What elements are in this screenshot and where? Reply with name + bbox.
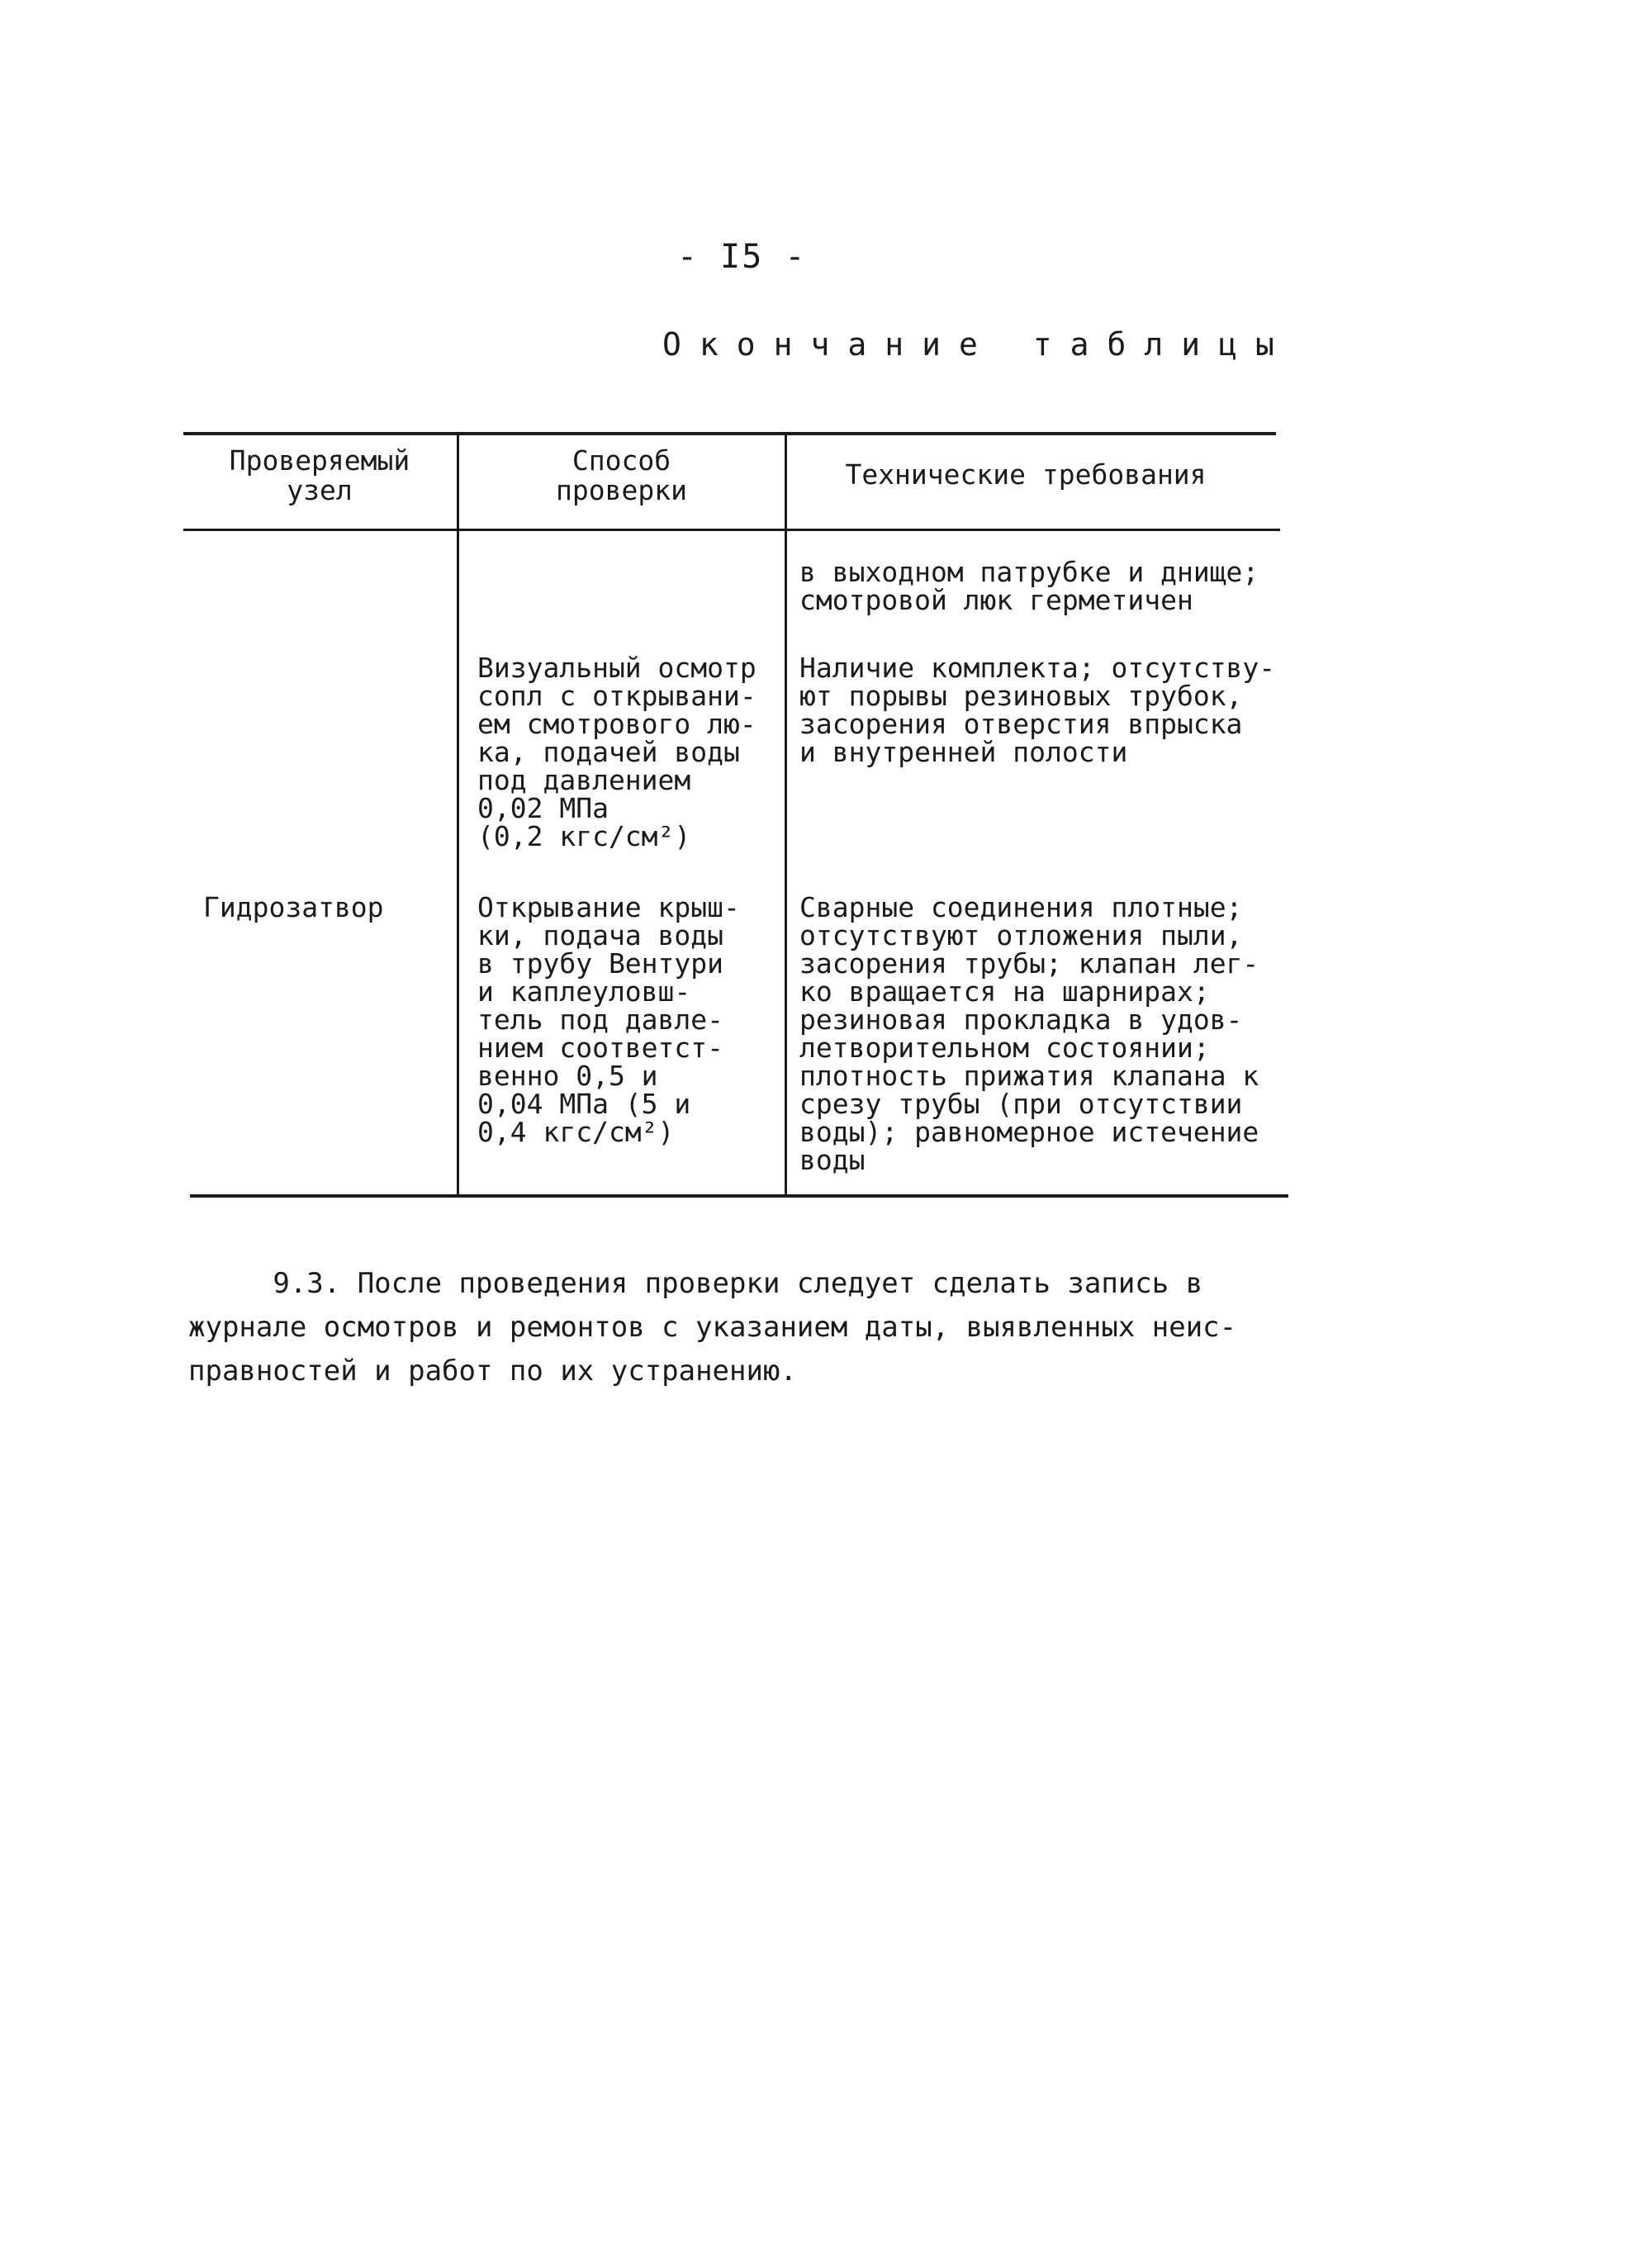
column-divider-2 [785,434,787,1196]
row-1-requirements: в выходном патрубке и днище; смотровой люк герметичен [799,556,1259,616]
row-2-requirements: Наличие комплекта; отсутству- ют порывы резиновых трубок, засорения отверстия впрыска и внутренней полости [799,652,1276,768]
header-method: Способ проверки [556,444,687,506]
table-bottom-rule [190,1194,1288,1198]
paragraph-line-2: журнале осмотров и ремонтов с указанием даты, выявленных неис- [188,1311,1237,1344]
row-2-method: Визуальный осмотр сопл с открывани- ем смотрового лю- ка, подачей воды под давлением 0,02 МПа (0,2 кгс/см²) [477,652,756,852]
header-bottom-rule [183,529,1280,531]
row-3-requirements: Сварные соединения плотные; отсутствуют отложения пыли, засорения трубы; клапан лег- ко вращается на шарнирах; резиновая прокладка в удов- летворительном состоянии; плотность прижатия клапана к срезу трубы (при отсутствии воды); равномерное истечение воды [799,891,1259,1176]
paragraph-9-3 [188,1262,1311,1393]
paragraph-line-1: 9.3. После проведения проверки следует сделать запись в [188,1267,1203,1300]
page-number: - I5 - [677,238,807,276]
row-3-method: Открывание крыш- ки, подача воды в трубу Вентури и каплеуловш- тель под давле- нием соответст- венно 0,5 и 0,04 МПа (5 и 0,4 кгс/см²) [477,891,740,1148]
column-divider-1 [457,434,459,1196]
header-unit: Проверяемый узел [229,444,410,506]
row-3-unit: Гидрозатвор [203,891,384,923]
header-requirements: Технические требования [845,458,1207,491]
table-top-rule [183,432,1276,435]
table-caption: Окончание таблицы [662,326,1292,363]
paragraph-line-3: правностей и работ по их устранению. [188,1355,797,1388]
